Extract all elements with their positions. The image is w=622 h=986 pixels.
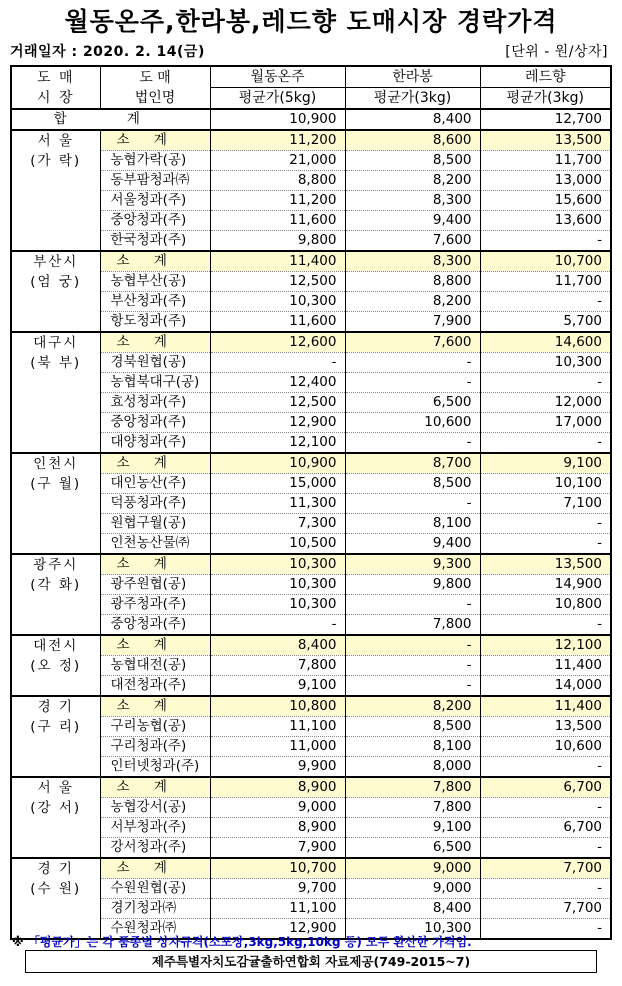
price-cell: 15,600	[480, 191, 611, 211]
price-cell: 12,500	[210, 393, 345, 413]
price-cell: 7,900	[210, 838, 345, 859]
company-name: 소 계	[100, 696, 210, 717]
table-row	[11, 838, 611, 859]
price-cell: -	[480, 373, 611, 393]
company-name: 농협강서(공)	[100, 798, 210, 818]
price-cell: 7,700	[480, 858, 611, 879]
price-cell: -	[480, 433, 611, 454]
price-cell: 9,300	[345, 554, 480, 575]
price-cell: -	[345, 635, 480, 656]
table-row	[11, 151, 611, 171]
table-row	[11, 353, 611, 373]
price-cell: 6,700	[480, 818, 611, 838]
market-name: 대전시 (오 정)	[11, 635, 100, 696]
table-row	[11, 211, 611, 231]
market-name: 경 기 (수 원)	[11, 858, 100, 939]
company-name: 소 계	[100, 453, 210, 474]
note-marker: ※	[12, 935, 24, 949]
price-cell: 10,300	[480, 353, 611, 373]
price-cell: 8,800	[345, 272, 480, 292]
price-cell: 9,800	[345, 575, 480, 595]
price-table	[10, 65, 612, 940]
header-avg-label: 평균가(3kg)	[480, 88, 611, 110]
price-cell: 14,600	[480, 332, 611, 353]
market-name: 광주시 (각 화)	[11, 554, 100, 635]
company-name: 소 계	[100, 635, 210, 656]
price-cell: 11,600	[210, 312, 345, 333]
company-name: 광주청과(주)	[100, 595, 210, 615]
page-title: 월동온주,한라봉,레드향 도매시장 경락가격	[64, 7, 558, 36]
price-cell: 13,600	[480, 211, 611, 231]
price-cell: 10,700	[480, 251, 611, 272]
price-cell: 10,700	[210, 858, 345, 879]
table-row	[11, 615, 611, 636]
price-cell: 11,600	[210, 211, 345, 231]
price-cell: 10,300	[210, 575, 345, 595]
price-cell: 9,000	[345, 879, 480, 899]
company-name: 강서청과(주)	[100, 838, 210, 859]
subtotal-row	[11, 332, 611, 353]
company-name: 부산청과(주)	[100, 292, 210, 312]
subtotal-row	[11, 858, 611, 879]
price-cell: 8,400	[345, 899, 480, 919]
price-cell: 7,100	[480, 494, 611, 514]
table-row	[11, 373, 611, 393]
table-row	[11, 171, 611, 191]
price-cell: -	[210, 615, 345, 636]
price-cell: 8,800	[210, 171, 345, 191]
price-cell: 9,100	[480, 453, 611, 474]
company-name: 덕풍청과(주)	[100, 494, 210, 514]
price-cell: 7,900	[345, 312, 480, 333]
market-name: 서 울 (가 락)	[11, 130, 100, 251]
table-row	[11, 656, 611, 676]
table-row	[11, 413, 611, 433]
price-cell: 6,500	[345, 838, 480, 859]
price-cell: 11,400	[210, 251, 345, 272]
table-row	[11, 798, 611, 818]
price-cell: -	[480, 879, 611, 899]
price-cell: 8,300	[345, 191, 480, 211]
price-cell: 5,700	[480, 312, 611, 333]
subtotal-row	[11, 777, 611, 798]
price-cell: 12,100	[210, 433, 345, 454]
table-row	[11, 191, 611, 211]
company-name: 구리청과(주)	[100, 737, 210, 757]
total-value: 8,400	[345, 109, 480, 130]
price-cell: -	[480, 757, 611, 778]
price-cell: 6,500	[345, 393, 480, 413]
header-row	[11, 66, 611, 88]
total-label: 합 계	[11, 109, 210, 130]
company-name: 서울청과(주)	[100, 191, 210, 211]
price-cell: 9,100	[210, 676, 345, 697]
price-cell: 7,800	[345, 798, 480, 818]
company-name: 농협가락(공)	[100, 151, 210, 171]
company-name: 한국청과(주)	[100, 231, 210, 252]
price-cell: 11,200	[210, 130, 345, 151]
price-cell: -	[480, 838, 611, 859]
table-row	[11, 879, 611, 899]
price-cell: 10,600	[345, 413, 480, 433]
price-cell: 7,600	[345, 332, 480, 353]
price-cell: -	[480, 798, 611, 818]
header-market: 도 매 시 장	[11, 66, 100, 109]
price-cell: 8,900	[210, 777, 345, 798]
price-cell: 11,200	[210, 191, 345, 211]
price-cell: 7,800	[345, 615, 480, 636]
table-row	[11, 676, 611, 697]
table-row	[11, 899, 611, 919]
price-cell: 8,200	[345, 292, 480, 312]
company-name: 소 계	[100, 130, 210, 151]
price-cell: 9,700	[210, 879, 345, 899]
header-product: 레드향	[480, 66, 611, 88]
price-cell: -	[345, 656, 480, 676]
header-avg-label: 평균가(3kg)	[345, 88, 480, 110]
price-cell: 8,700	[345, 453, 480, 474]
price-cell: 8,300	[345, 251, 480, 272]
price-cell: 11,700	[480, 151, 611, 171]
company-name: 항도청과(주)	[100, 312, 210, 333]
price-cell: 6,700	[480, 777, 611, 798]
price-cell: -	[480, 514, 611, 534]
price-cell: 12,000	[480, 393, 611, 413]
price-cell: 7,700	[480, 899, 611, 919]
price-cell: 8,000	[345, 757, 480, 778]
price-cell: -	[345, 353, 480, 373]
company-name: 광주원협(공)	[100, 575, 210, 595]
company-name: 대전청과(주)	[100, 676, 210, 697]
table-row	[11, 272, 611, 292]
price-cell: -	[480, 231, 611, 252]
price-cell: 7,300	[210, 514, 345, 534]
subtotal-row	[11, 130, 611, 151]
company-name: 대인농산(주)	[100, 474, 210, 494]
header-company: 도 매 법인명	[100, 66, 210, 109]
price-cell: 9,000	[210, 798, 345, 818]
header-avg-label: 평균가(5kg)	[210, 88, 345, 110]
price-cell: -	[345, 595, 480, 615]
company-name: 수원원협(공)	[100, 879, 210, 899]
price-cell: 7,600	[345, 231, 480, 252]
table-row	[11, 433, 611, 454]
price-cell: -	[210, 353, 345, 373]
price-cell: 14,000	[480, 676, 611, 697]
company-name: 서부청과(주)	[100, 818, 210, 838]
company-name: 중앙청과(주)	[100, 413, 210, 433]
price-cell: 12,900	[210, 919, 345, 940]
trade-date: 거래일자 : 2020. 2. 14(금)	[10, 44, 205, 60]
price-cell: 17,000	[480, 413, 611, 433]
company-name: 소 계	[100, 251, 210, 272]
price-cell: 12,900	[210, 413, 345, 433]
subtotal-row	[11, 251, 611, 272]
price-cell: 8,500	[345, 474, 480, 494]
price-cell: 10,600	[480, 737, 611, 757]
company-name: 농협대전(공)	[100, 656, 210, 676]
table-row	[11, 737, 611, 757]
price-cell: 9,100	[345, 818, 480, 838]
header-product: 한라봉	[345, 66, 480, 88]
price-cell: -	[480, 534, 611, 555]
market-name: 서 울 (강 서)	[11, 777, 100, 858]
price-cell: -	[345, 373, 480, 393]
price-cell: 7,800	[210, 656, 345, 676]
price-cell: 10,100	[480, 474, 611, 494]
price-cell: 8,100	[345, 737, 480, 757]
company-name: 대양청과(주)	[100, 433, 210, 454]
table-row	[11, 231, 611, 252]
note-text: 「평균가」는 각 품종별 상자규격(소포장,3kg,5kg,10kg 등) 모두 환산한 가격임.	[27, 935, 472, 949]
price-cell: 7,800	[345, 777, 480, 798]
company-name: 중앙청과(주)	[100, 211, 210, 231]
price-cell: 11,300	[210, 494, 345, 514]
price-cell: 8,100	[345, 514, 480, 534]
price-cell: 9,800	[210, 231, 345, 252]
subtotal-row	[11, 696, 611, 717]
company-name: 농협부산(공)	[100, 272, 210, 292]
company-name: 수원청과㈜	[100, 919, 210, 940]
subtotal-row	[11, 453, 611, 474]
company-name: 경기청과㈜	[100, 899, 210, 919]
table-row	[11, 575, 611, 595]
price-cell: 11,400	[480, 696, 611, 717]
price-cell: 10,300	[210, 292, 345, 312]
company-name: 인터넷청과(주)	[100, 757, 210, 778]
company-name: 소 계	[100, 332, 210, 353]
price-cell: -	[480, 919, 611, 940]
price-cell: 9,000	[345, 858, 480, 879]
table-row	[11, 818, 611, 838]
price-cell: -	[345, 494, 480, 514]
table-row	[11, 292, 611, 312]
price-cell: -	[345, 433, 480, 454]
price-cell: 8,200	[345, 171, 480, 191]
table-row	[11, 393, 611, 413]
price-cell: -	[345, 676, 480, 697]
total-value: 10,900	[210, 109, 345, 130]
price-cell: 10,900	[210, 453, 345, 474]
price-cell: 8,400	[210, 635, 345, 656]
market-name: 경 기 (구 리)	[11, 696, 100, 777]
company-name: 인천농산물㈜	[100, 534, 210, 555]
price-cell: 13,500	[480, 130, 611, 151]
price-cell: 14,900	[480, 575, 611, 595]
price-cell: 15,000	[210, 474, 345, 494]
subtotal-row	[11, 554, 611, 575]
price-cell: 12,600	[210, 332, 345, 353]
table-row	[11, 534, 611, 555]
table-row	[11, 595, 611, 615]
price-cell: 8,600	[345, 130, 480, 151]
price-cell: 11,100	[210, 717, 345, 737]
company-name: 소 계	[100, 554, 210, 575]
price-cell: 10,800	[480, 595, 611, 615]
price-cell: 8,900	[210, 818, 345, 838]
source-footer: 제주특별자치도감귤출하연합회 자료제공(749-2015~7)	[25, 950, 597, 973]
price-cell: 9,400	[345, 211, 480, 231]
price-cell: 9,900	[210, 757, 345, 778]
unit-note: [단위 - 원/상자]	[505, 44, 608, 60]
price-cell: 12,500	[210, 272, 345, 292]
company-name: 중앙청과(주)	[100, 615, 210, 636]
price-cell: 8,500	[345, 151, 480, 171]
price-cell: 13,000	[480, 171, 611, 191]
price-cell: 11,000	[210, 737, 345, 757]
company-name: 원협구월(공)	[100, 514, 210, 534]
price-cell: 10,500	[210, 534, 345, 555]
table-row	[11, 494, 611, 514]
table-row	[11, 717, 611, 737]
table-row	[11, 312, 611, 333]
market-name: 부산시 (엄 궁)	[11, 251, 100, 332]
company-name: 경북원협(공)	[100, 353, 210, 373]
price-cell: 8,200	[345, 696, 480, 717]
table-row	[11, 757, 611, 778]
price-cell: 8,500	[345, 717, 480, 737]
price-cell: 12,400	[210, 373, 345, 393]
price-cell: 13,500	[480, 717, 611, 737]
company-name: 소 계	[100, 858, 210, 879]
price-cell: 11,100	[210, 899, 345, 919]
price-cell: 11,400	[480, 656, 611, 676]
price-cell: 21,000	[210, 151, 345, 171]
table-row	[11, 474, 611, 494]
price-cell: 12,100	[480, 635, 611, 656]
table-row	[11, 514, 611, 534]
company-name: 동부팜청과㈜	[100, 171, 210, 191]
price-cell: 10,300	[210, 554, 345, 575]
subtotal-row	[11, 635, 611, 656]
header-product: 월동온주	[210, 66, 345, 88]
price-cell: 10,800	[210, 696, 345, 717]
footnote	[12, 933, 472, 950]
price-cell: 10,300	[210, 595, 345, 615]
price-cell: 10,300	[345, 919, 480, 940]
total-value: 12,700	[480, 109, 611, 130]
company-name: 효성청과(주)	[100, 393, 210, 413]
price-cell: 11,700	[480, 272, 611, 292]
company-name: 구리농협(공)	[100, 717, 210, 737]
market-name: 인천시 (구 월)	[11, 453, 100, 554]
total-row	[11, 109, 611, 130]
price-cell: -	[480, 292, 611, 312]
company-name: 소 계	[100, 777, 210, 798]
market-name: 대구시 (북 부)	[11, 332, 100, 453]
company-name: 농협북대구(공)	[100, 373, 210, 393]
price-cell: 9,400	[345, 534, 480, 555]
price-cell: 13,500	[480, 554, 611, 575]
price-cell: -	[480, 615, 611, 636]
